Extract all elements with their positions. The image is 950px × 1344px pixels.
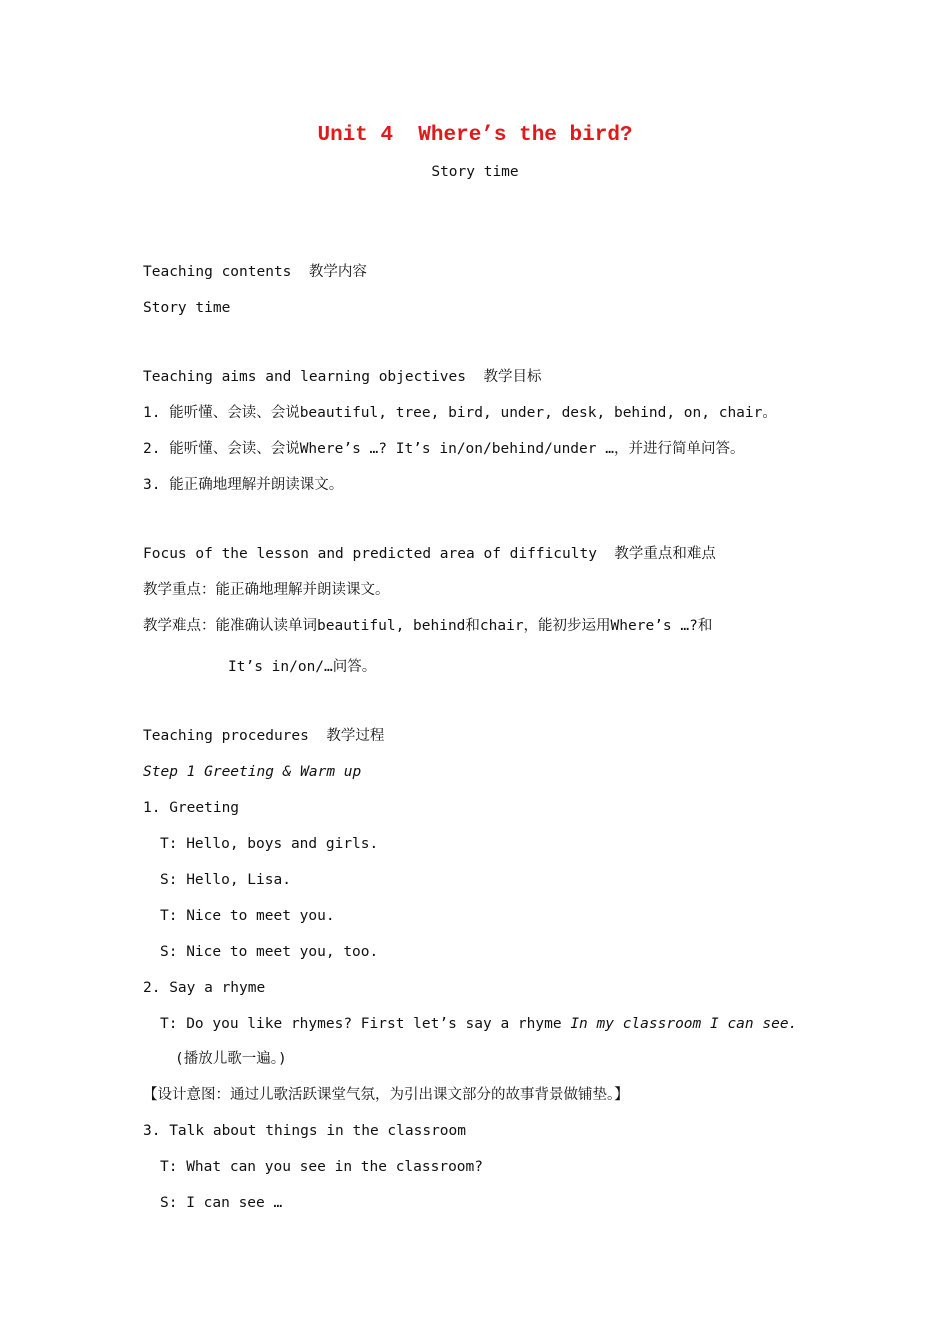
contents-heading: Teaching contents 教学内容 [143,264,367,280]
document-title: Unit 4 Where’s the bird? [317,124,633,147]
aim-item-2: 2. 能听懂、会读、会说Where’s …? It’s in/on/behind/under …，并进行简单问答。 [143,441,745,457]
rhyme-teacher-text: T: Do you like rhymes? First let’s say a rhyme [160,1016,571,1032]
focus-difficulty-continued: It’s in/on/…问答。 [228,659,377,675]
contents-body: Story time [143,300,231,316]
focus-key-point: 教学重点：能正确地理解并朗读课文。 [143,582,390,598]
dialogue-line: T: What can you see in the classroom? [160,1159,484,1175]
rhyme-note: (播放儿歌一遍。) [175,1051,287,1067]
dialogue-line: T: Nice to meet you. [160,908,335,924]
aim-item-1: 1. 能听懂、会读、会说beautiful, tree, bird, under, desk, behind, on, chair。 [143,405,777,421]
design-intent-note: 【设计意图：通过儿歌活跃课堂气氛，为引出课文部分的故事背景做铺垫。】 [143,1087,629,1103]
greeting-title: 1. Greeting [143,800,240,816]
document-subtitle: Story time [431,164,519,180]
focus-heading: Focus of the lesson and predicted area of difficulty 教学重点和难点 [143,546,716,562]
rhyme-name: In my classroom I can see. [570,1016,798,1032]
rhyme-teacher-line [160,1014,797,1034]
focus-difficulty: 教学难点：能准确认读单词beautiful, behind和chair，能初步运用Where’s …?和 [143,618,713,634]
procedures-heading: Teaching procedures 教学过程 [143,728,385,744]
rhyme-title: 2. Say a rhyme [143,980,266,996]
dialogue-line: S: Hello, Lisa. [160,872,291,888]
dialogue-line: T: Hello, boys and girls. [160,836,379,852]
talk-title: 3. Talk about things in the classroom [143,1123,467,1139]
step-1-heading: Step 1 Greeting & Warm up [143,764,362,780]
dialogue-line: S: Nice to meet you, too. [160,944,379,960]
aims-heading: Teaching aims and learning objectives 教学目标 [143,369,542,385]
aim-item-3: 3. 能正确地理解并朗读课文。 [143,477,344,493]
dialogue-line: S: I can see … [160,1195,283,1211]
